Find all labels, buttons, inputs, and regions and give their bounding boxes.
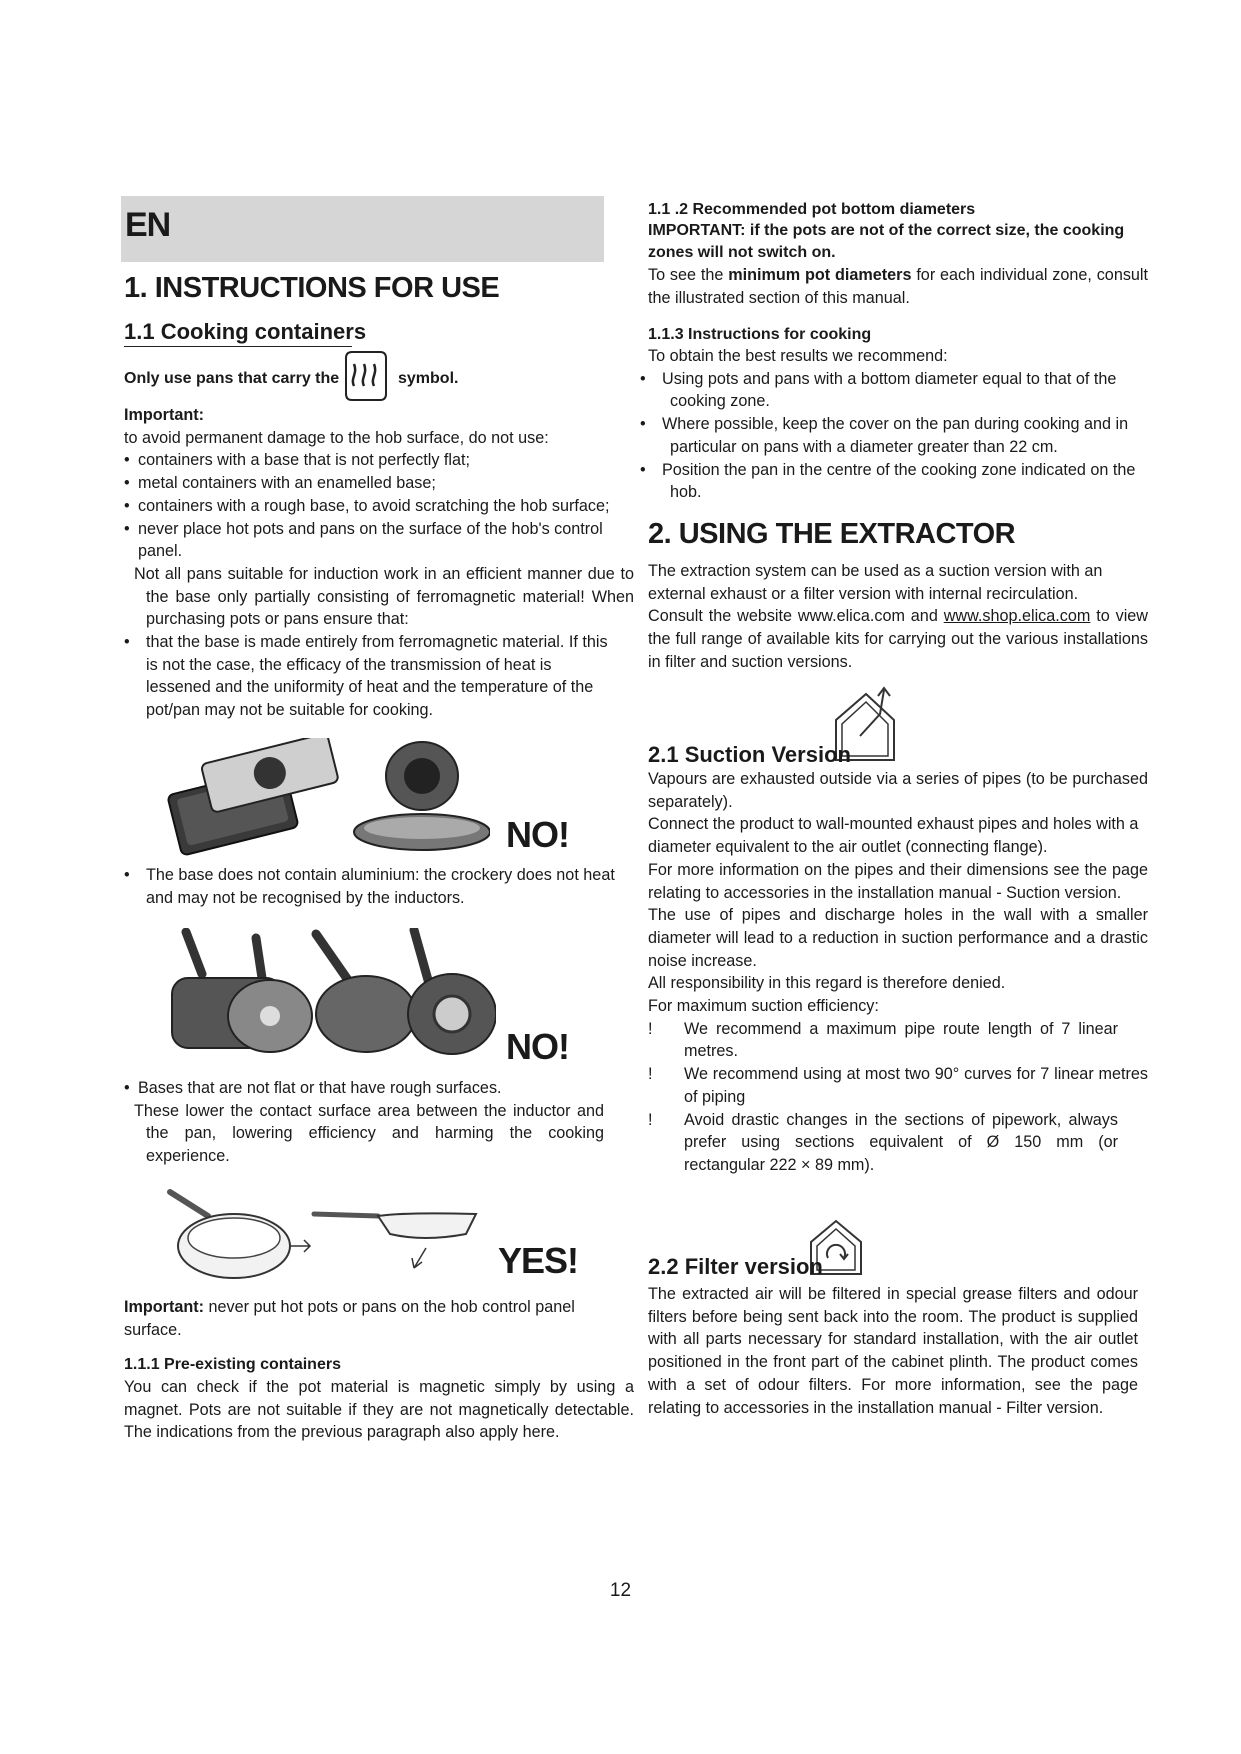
section-1-1-2-block — [648, 201, 1148, 309]
section-2-consult — [648, 605, 1148, 673]
shop-link[interactable]: www.shop.elica.com — [943, 607, 1091, 626]
list-item: • containers with a base that is not perfectly flat; — [124, 449, 634, 472]
flat-bullet: • Bases that are not flat or that have rough surfaces. — [124, 1077, 634, 1100]
section-1-title-block — [124, 272, 634, 305]
section-1-1-3-block — [648, 326, 1148, 504]
suction-paragraph: All responsibility in this regard is therefore denied. — [648, 974, 1006, 993]
list-item: • Position the pan in the centre of the cooking zone indicated on the hob. — [648, 459, 1148, 504]
section-2-1-title: 2.1 Suction Version — [648, 742, 851, 767]
section-2-text: The extraction system can be used as a suction version with an external exhaust or a filter version with internal recirculation. — [648, 562, 1103, 603]
exclamation-mark: ! — [648, 1065, 653, 1084]
important-2-text: never put hot pots or pans on the hob control panel surface. — [124, 1298, 575, 1339]
section-1-1-2-text-b: minimum pot diameters — [728, 266, 912, 284]
no-verdict-2: NO! — [506, 1026, 569, 1067]
section-2-title: 2. USING THE EXTRACTOR — [648, 518, 1016, 550]
section-1-1-1-text: You can check if the pot material is magnetic simply by using a magnet. Pots are not suitable if they are not magnetically detectable. The indications from the previous paragraph also apply here. — [124, 1378, 634, 1442]
suction-paragraph: For more information on the pipes and their dimensions see the page relating to accessories in the installation manual - Suction version. — [648, 860, 1148, 902]
list-item: • metal containers with an enamelled base; — [124, 472, 634, 495]
recommendation-item — [648, 1063, 1148, 1108]
section-1-1-2-title: 1.1 .2 Recommended pot bottom diameters — [648, 201, 976, 218]
aluminium-bullet: • The base does not contain aluminium: the crockery does not heat and may not be recognised by the inductors. — [124, 864, 634, 909]
section-1-1-title-block — [124, 319, 634, 345]
language-header-bar — [121, 196, 604, 262]
recommendation-text: We recommend a maximum pipe route length of 7 linear metres. — [684, 1019, 1118, 1061]
section-1-1-underline — [124, 346, 352, 347]
flat-block — [124, 1077, 634, 1168]
important-intro: to avoid permanent damage to the hob surface, do not use: — [124, 428, 549, 447]
not-all-pans-text: Not all pans suitable for induction work in an efficient manner due to the base only partially consisting of ferromagnetic material! When purchasing pots or pans ensure that: — [134, 564, 634, 629]
section-2-1-title-block — [648, 742, 1148, 768]
recommendation-text: Avoid drastic changes in the sections of pipework, always prefer using sections equivalent of Ø 150 mm (or rectangular 222 × 89 mm). — [684, 1110, 1118, 1174]
suction-paragraph: For maximum suction efficiency: — [648, 997, 879, 1016]
section-2-2-title-block — [648, 1254, 1148, 1280]
section-2-title-block — [648, 518, 1148, 551]
aluminium-cookware-illustration — [166, 928, 496, 1058]
suction-paragraph: The use of pipes and discharge holes in the wall with a smaller diameter will lead to a reduction in suction performance and a drastic noise increase. — [648, 906, 1148, 970]
section-1-1-2-text — [648, 264, 1148, 309]
ensure-bullet: • that the base is made entirely from ferromagnetic material. If this is not the case, the efficacy of the transmission of heat is lessened and the uniformity of heat and the temperature of the pot/pan may not be suitable for cooking. — [124, 631, 634, 722]
important-block — [124, 404, 634, 722]
section-1-1-3-title: 1.1.3 Instructions for cooking — [648, 326, 872, 343]
consult-text-a: Consult the website www.elica.com and — [648, 607, 938, 626]
flat-bottom-cookware-illustration — [164, 1186, 484, 1284]
aluminium-block — [124, 864, 634, 909]
list-item: • never place hot pots and pans on the surface of the hob's control panel. — [124, 518, 634, 563]
section-1-1-2-important: IMPORTANT: if the pots are not of the correct size, the cooking zones will not switch on. — [648, 222, 1125, 261]
consult-text-b: to view the full range of available kits for carrying out the various installations in filter and suction versions. — [648, 607, 1148, 671]
recommendation-text: We recommend using at most two 90° curves for 7 linear metres of piping — [684, 1065, 1148, 1106]
list-item: • Where possible, keep the cover on the pan during cooking and in particular on pans with a diameter greater than 22 cm. — [648, 413, 1148, 458]
exclamation-mark: ! — [648, 1019, 653, 1038]
section-1-1-1-title: 1.1.1 Pre-existing containers — [124, 1356, 341, 1373]
list-item: • containers with a rough base, to avoid scratching the hob surface; — [124, 495, 634, 518]
important-title: Important: — [124, 406, 205, 424]
page-number: 12 — [609, 1580, 632, 1601]
important-2-block — [124, 1296, 634, 1341]
language-code: EN — [125, 206, 171, 244]
no-verdict-1: NO! — [506, 814, 569, 855]
suction-paragraph: Vapours are exhausted outside via a series of pipes (to be purchased separately). — [648, 770, 1148, 811]
suction-paragraph: Connect the product to wall-mounted exhaust pipes and holes with a diameter equivalent to the air outlet (connecting flange). — [648, 815, 1139, 857]
important-2-label: Important: — [124, 1298, 205, 1316]
section-2-2-title: 2.2 Filter version — [648, 1254, 823, 1279]
yes-verdict: YES! — [498, 1240, 579, 1281]
section-1-1-1-block — [124, 1356, 634, 1444]
recommendation-item — [648, 1109, 1148, 1177]
section-1-1-2-text-c: for each individual zone, consult the illustrated section of this manual. — [648, 266, 1149, 307]
section-1-1-title: 1.1 Cooking containers — [124, 319, 367, 344]
enamelled-cookware-illustration — [160, 738, 490, 860]
section-1-1-3-intro: To obtain the best results we recommend: — [648, 347, 948, 365]
exclamation-mark: ! — [648, 1110, 653, 1129]
section-1-1-2-text-a: To see the — [648, 266, 724, 284]
section-2-text-block — [648, 560, 1148, 674]
flat-text: These lower the contact surface area between the inductor and the pan, lowering efficiency and harming the cooking experience. — [134, 1101, 604, 1166]
recommendation-item — [648, 1018, 1148, 1063]
list-item: • Using pots and pans with a bottom diameter equal to that of the cooking zone. — [648, 368, 1148, 413]
section-1-title: 1. INSTRUCTIONS FOR USE — [124, 272, 500, 304]
section-2-1-text-block — [648, 768, 1148, 1177]
only-use-text-b: symbol. — [398, 370, 459, 387]
only-use-text-a: Only use pans that carry the — [124, 370, 340, 387]
section-2-2-text: The extracted air will be filtered in special grease filters and odour filters before being sent back into the room. The product is supplied with all parts necessary for standard installation, with the air outlet positioned in the front part of the cabinet plinth. The product comes with a set of odour filters. For more information, see the page relating to accessories in the installation manual - Filter version. — [648, 1285, 1138, 1417]
induction-coil-icon — [342, 350, 390, 402]
